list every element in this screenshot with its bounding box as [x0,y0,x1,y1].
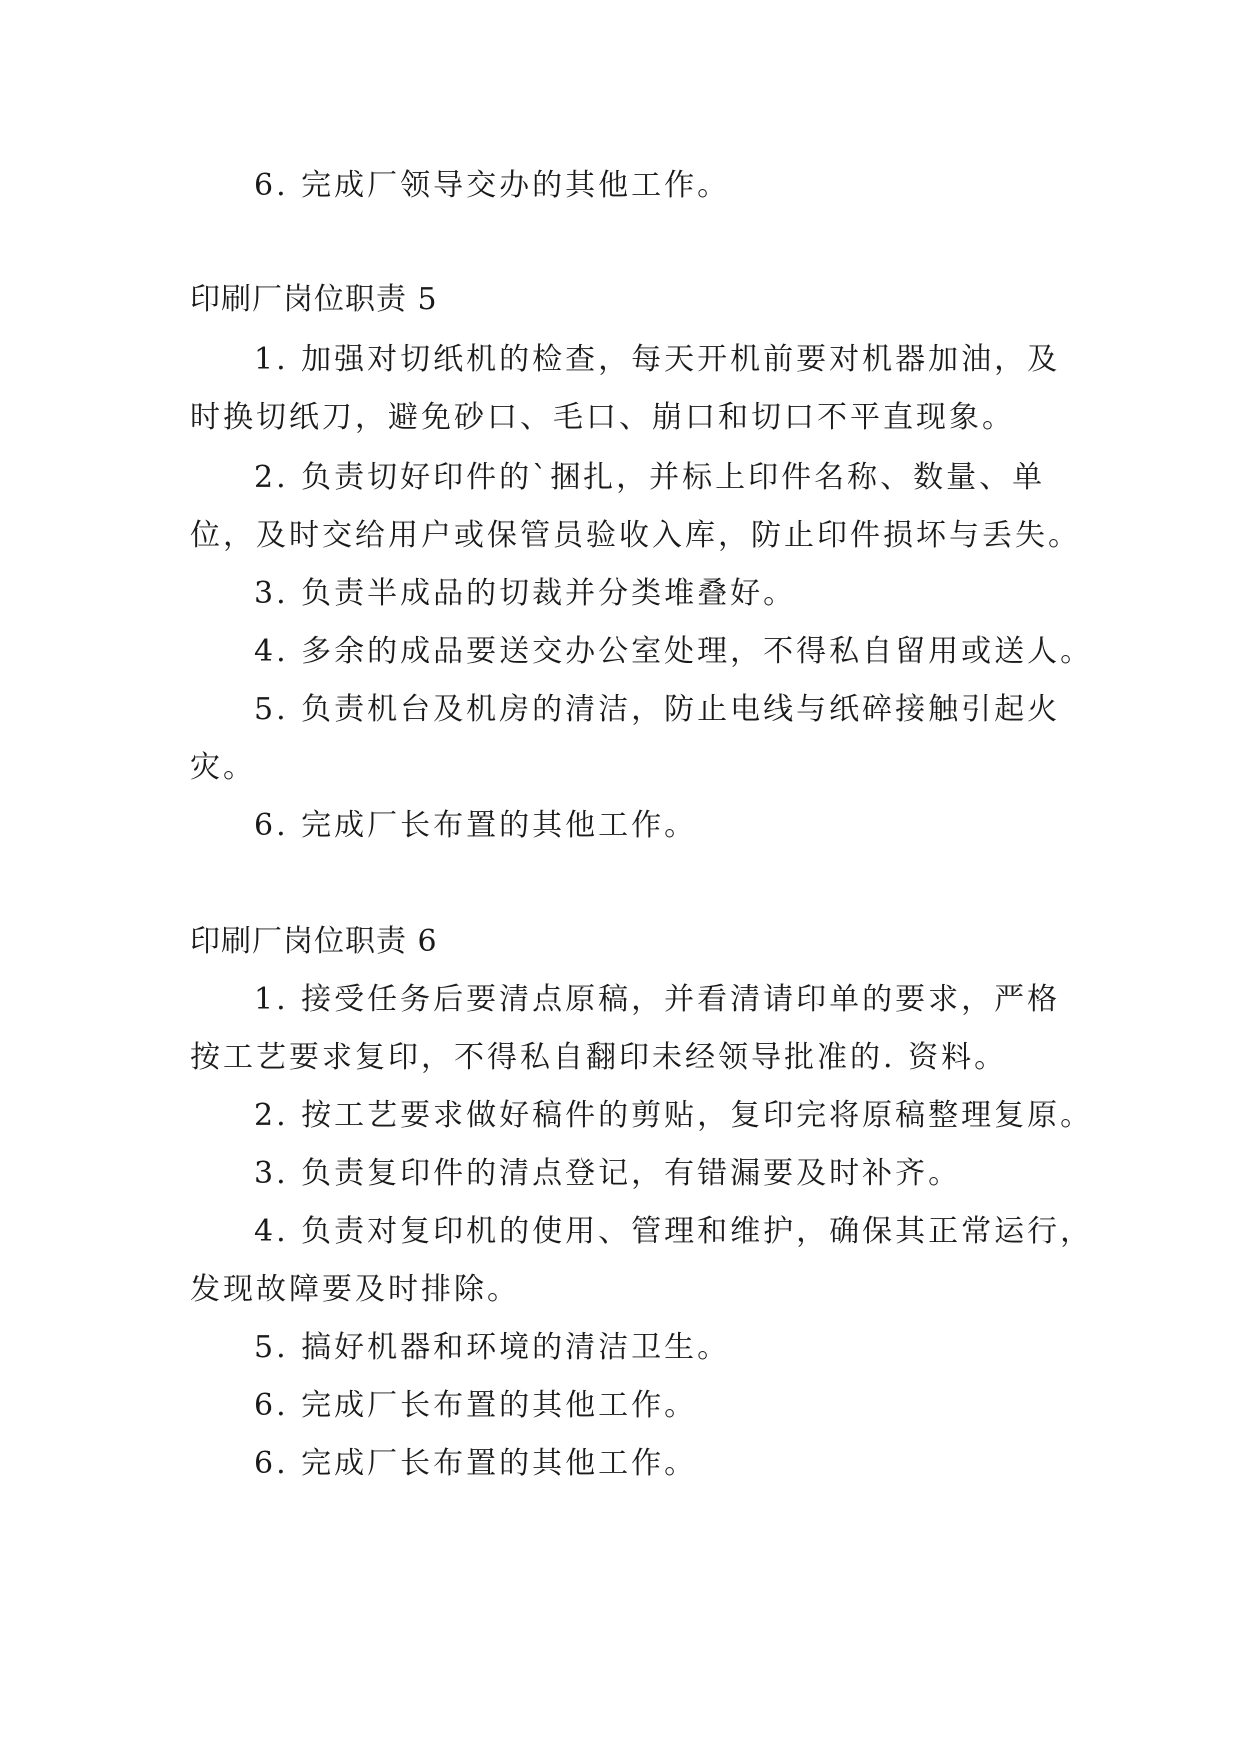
paragraph-s5-item-5-cont: 灾。 [190,750,256,785]
paragraph-s6-item-4: 4. 负责对复印机的使用、管理和维护，确保其正常运行， [254,1214,1094,1249]
section-6-heading: 印刷厂岗位职责 6 [190,924,438,959]
paragraph-s5-item-2-cont: 位，及时交给用户或保管员验收入库，防止印件损坏与丢失。 [190,518,1081,553]
paragraph-s6-item-5: 5. 搞好机器和环境的清洁卫生。 [254,1330,731,1365]
paragraph-s6-item-3: 3. 负责复印件的清点登记，有错漏要及时补齐。 [254,1156,962,1191]
paragraph-s5-item-3: 3. 负责半成品的切裁并分类堆叠好。 [254,576,797,611]
paragraph-s4-item-6: 6. 完成厂领导交办的其他工作。 [254,168,731,203]
paragraph-s5-item-1-cont: 时换切纸刀，避免砂口、毛口、崩口和切口不平直现象。 [190,400,1015,435]
paragraph-s5-item-6: 6. 完成厂长布置的其他工作。 [254,808,698,843]
paragraph-s6-item-6-repeat: 6. 完成厂长布置的其他工作。 [254,1446,698,1481]
section-5-heading: 印刷厂岗位职责 5 [190,282,438,317]
paragraph-s6-item-1: 1. 接受任务后要清点原稿，并看清请印单的要求，严格 [254,982,1061,1017]
paragraph-s6-item-6: 6. 完成厂长布置的其他工作。 [254,1388,698,1423]
paragraph-s5-item-2: 2. 负责切好印件的`捆扎，并标上印件名称、数量、单 [254,460,1046,495]
paragraph-s6-item-4-cont: 发现故障要及时排除。 [190,1272,520,1307]
paragraph-s5-item-1: 1. 加强对切纸机的检查，每天开机前要对机器加油，及 [254,342,1061,377]
paragraph-s6-item-2: 2. 按工艺要求做好稿件的剪贴，复印完将原稿整理复原。 [254,1098,1094,1133]
paragraph-s5-item-5: 5. 负责机台及机房的清洁，防止电线与纸碎接触引起火 [254,692,1061,727]
paragraph-s6-item-1-cont: 按工艺要求复印，不得私自翻印未经领导批准的. 资料。 [190,1040,1008,1075]
paragraph-s5-item-4: 4. 多余的成品要送交办公室处理，不得私自留用或送人。 [254,634,1094,669]
